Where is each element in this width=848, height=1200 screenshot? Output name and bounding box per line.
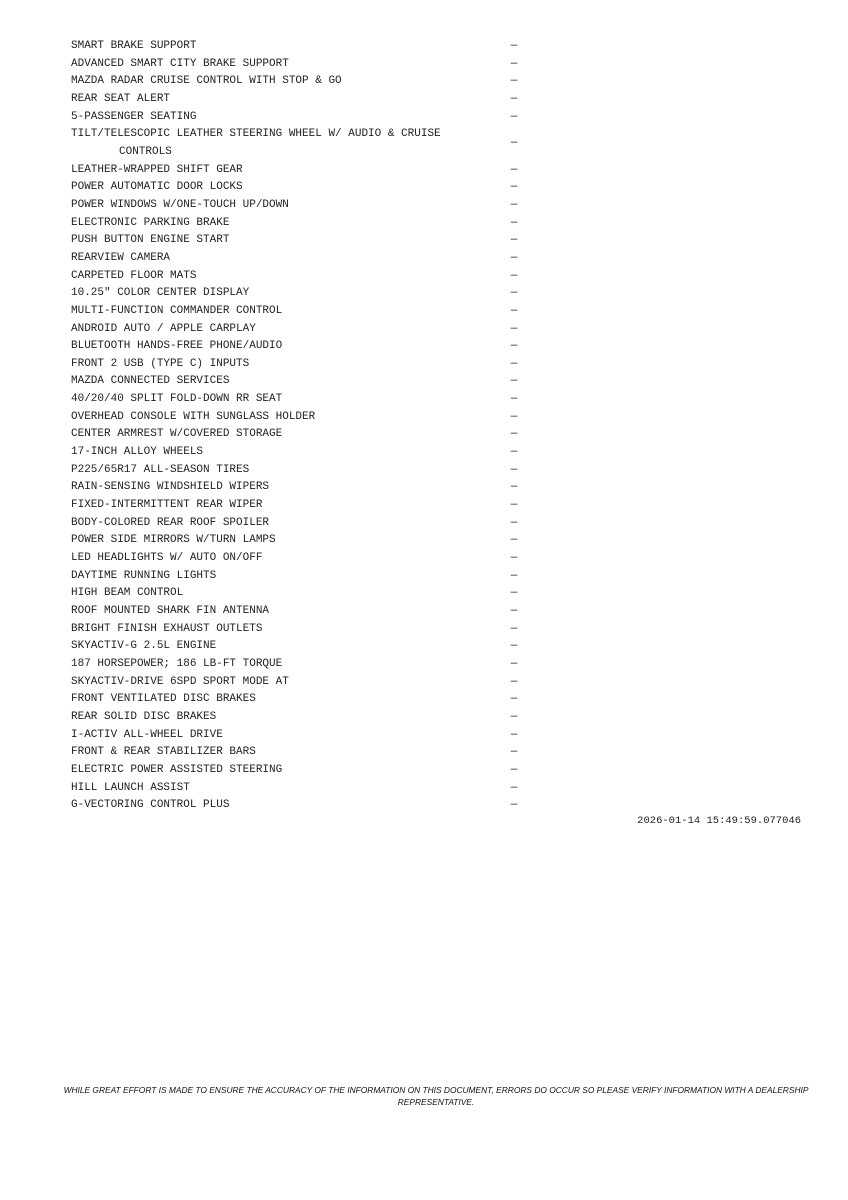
feature-name: FRONT 2 USB (TYPE C) INPUTS [71, 357, 250, 370]
feature-row [71, 462, 521, 480]
feature-name: 17-INCH ALLOY WHEELS [71, 446, 204, 459]
feature-value: — [510, 746, 518, 759]
feature-name: POWER AUTOMATIC DOOR LOCKS [71, 181, 243, 194]
feature-name: MAZDA RADAR CRUISE CONTROL WITH STOP & GO [71, 75, 342, 88]
feature-name: DAYTIME RUNNING LIGHTS [71, 569, 217, 582]
feature-value: — [510, 322, 518, 335]
feature-name: OVERHEAD CONSOLE WITH SUNGLASS HOLDER [71, 410, 316, 423]
feature-row [71, 56, 521, 74]
feature-name: 10.25" COLOR CENTER DISPLAY [71, 287, 250, 300]
feature-value: — [510, 216, 518, 229]
feature-row [71, 709, 521, 727]
feature-row [71, 162, 521, 180]
feature-row [71, 197, 521, 215]
feature-row [71, 727, 521, 745]
feature-row [71, 38, 521, 56]
feature-value: — [510, 710, 518, 723]
feature-name: HILL LAUNCH ASSIST [71, 781, 190, 794]
feature-row [71, 126, 521, 161]
feature-row [71, 91, 521, 109]
feature-name: ROOF MOUNTED SHARK FIN ANTENNA [71, 605, 270, 617]
feature-row [71, 550, 521, 568]
timestamp: 2026-01-14 15:49:59.077046 [637, 815, 801, 827]
feature-value: — [510, 375, 518, 388]
feature-row [71, 674, 521, 692]
feature-name [71, 126, 507, 161]
feature-name: 5-PASSENGER SEATING [71, 110, 197, 123]
feature-row [71, 338, 521, 356]
feature-row [71, 303, 521, 321]
feature-row [71, 356, 521, 374]
feature-name: G-VECTORING CONTROL PLUS [71, 799, 230, 812]
feature-name: BRIGHT FINISH EXHAUST OUTLETS [71, 622, 263, 635]
feature-name: SKYACTIV-G 2.5L ENGINE [71, 640, 217, 653]
feature-value: — [510, 622, 518, 635]
feature-value: — [510, 728, 518, 741]
feature-row [71, 515, 521, 533]
feature-name: REAR SEAT ALERT [71, 92, 171, 105]
feature-name: SKYACTIV-DRIVE 6SPD SPORT MODE AT [71, 675, 289, 688]
feature-row [71, 391, 521, 409]
feature-name: ANDROID AUTO / APPLE CARPLAY [71, 322, 256, 335]
feature-name: PUSH BUTTON ENGINE START [71, 234, 230, 247]
feature-value: — [510, 410, 518, 423]
feature-row [71, 780, 521, 798]
feature-name: ELECTRONIC PARKING BRAKE [71, 216, 230, 229]
feature-name: BODY-COLORED REAR ROOF SPOILER [71, 516, 270, 529]
feature-row [71, 215, 521, 233]
feature-value: — [510, 357, 518, 370]
feature-name-line2: CONTROLS [119, 145, 172, 158]
feature-row [71, 585, 521, 603]
feature-name: LEATHER-WRAPPED SHIFT GEAR [71, 163, 243, 176]
feature-row [71, 426, 521, 444]
feature-value: — [510, 763, 518, 776]
feature-list [71, 38, 521, 815]
feature-name: FRONT VENTILATED DISC BRAKES [71, 693, 256, 706]
feature-value: — [510, 234, 518, 247]
feature-name: RAIN-SENSING WINDSHIELD WIPERS [71, 481, 270, 494]
feature-row [71, 603, 521, 621]
feature-name: I-ACTIV ALL-WHEEL DRIVE [71, 728, 223, 741]
feature-row [71, 73, 521, 91]
feature-row [71, 250, 521, 268]
feature-row [71, 409, 521, 427]
feature-value: — [510, 40, 518, 52]
feature-name: 187 HORSEPOWER; 186 LB-FT TORQUE [71, 657, 283, 670]
feature-value: — [510, 163, 518, 176]
feature-row [71, 444, 521, 462]
feature-name: POWER SIDE MIRRORS W/TURN LAMPS [71, 534, 276, 547]
feature-row [71, 268, 521, 286]
feature-row [71, 532, 521, 550]
feature-value: — [510, 675, 518, 688]
feature-row [71, 285, 521, 303]
feature-value: — [510, 552, 518, 565]
feature-name: LED HEADLIGHTS W/ AUTO ON/OFF [71, 552, 263, 565]
feature-name: FRONT & REAR STABILIZER BARS [71, 746, 256, 759]
feature-value: — [510, 198, 518, 211]
feature-value: — [510, 693, 518, 706]
feature-name: MULTI-FUNCTION COMMANDER CONTROL [71, 304, 283, 317]
feature-name: REARVIEW CAMERA [71, 251, 171, 264]
feature-value: — [510, 287, 518, 300]
feature-value: — [510, 516, 518, 529]
feature-row [71, 232, 521, 250]
feature-name: MAZDA CONNECTED SERVICES [71, 375, 230, 388]
feature-value: — [510, 269, 518, 282]
feature-row [71, 179, 521, 197]
feature-value: — [510, 605, 518, 617]
feature-value: — [510, 304, 518, 317]
feature-value: — [510, 463, 518, 476]
feature-row [71, 691, 521, 709]
feature-value: — [510, 75, 518, 88]
feature-value: — [510, 428, 518, 441]
feature-name: P225/65R17 ALL-SEASON TIRES [71, 463, 250, 476]
feature-value: — [510, 481, 518, 494]
feature-name: REAR SOLID DISC BRAKES [71, 710, 217, 723]
feature-name: FIXED-INTERMITTENT REAR WIPER [71, 499, 263, 512]
feature-name: ADVANCED SMART CITY BRAKE SUPPORT [71, 57, 289, 70]
feature-row [71, 656, 521, 674]
feature-value: — [510, 569, 518, 582]
feature-value: — [510, 340, 518, 353]
feature-row [71, 373, 521, 391]
feature-name: ELECTRIC POWER ASSISTED STEERING [71, 763, 283, 776]
feature-value: — [510, 393, 518, 406]
feature-row [71, 762, 521, 780]
feature-name: BLUETOOTH HANDS-FREE PHONE/AUDIO [71, 340, 283, 353]
disclaimer: WHILE GREAT EFFORT IS MADE TO ENSURE THE ACCURACY OF THE INFORMATION ON THIS DOCUMENT, ERRORS DO OCCUR SO PLEASE VERIFY INFORMATION WITH A DEALERSHIP REPRESENTATIVE. [63, 1085, 809, 1107]
feature-row [71, 797, 521, 815]
feature-row [71, 621, 521, 639]
feature-name: POWER WINDOWS W/ONE-TOUCH UP/DOWN [71, 198, 289, 211]
feature-value: — [510, 137, 518, 150]
feature-value: — [510, 587, 518, 600]
feature-name: CENTER ARMREST W/COVERED STORAGE [71, 428, 283, 441]
feature-name: CARPETED FLOOR MATS [71, 269, 197, 282]
feature-row [71, 109, 521, 127]
feature-value: — [510, 110, 518, 123]
feature-value: — [510, 657, 518, 670]
feature-row [71, 479, 521, 497]
feature-value: — [510, 181, 518, 194]
feature-row [71, 497, 521, 515]
feature-name-line1: TILT/TELESCOPIC LEATHER STEERING WHEEL W/ AUDIO & CRUISE [71, 128, 441, 141]
feature-value: — [510, 57, 518, 70]
feature-row [71, 638, 521, 656]
feature-value: — [510, 534, 518, 547]
feature-value: — [510, 499, 518, 512]
feature-value: — [510, 92, 518, 105]
feature-name: HIGH BEAM CONTROL [71, 587, 184, 600]
feature-value: — [510, 799, 518, 812]
feature-name: 40/20/40 SPLIT FOLD-DOWN RR SEAT [71, 393, 283, 406]
feature-value: — [510, 640, 518, 653]
feature-value: — [510, 781, 518, 794]
feature-name: SMART BRAKE SUPPORT [71, 40, 197, 52]
feature-value: — [510, 446, 518, 459]
feature-row [71, 744, 521, 762]
feature-row [71, 568, 521, 586]
feature-row [71, 321, 521, 339]
feature-value: — [510, 251, 518, 264]
